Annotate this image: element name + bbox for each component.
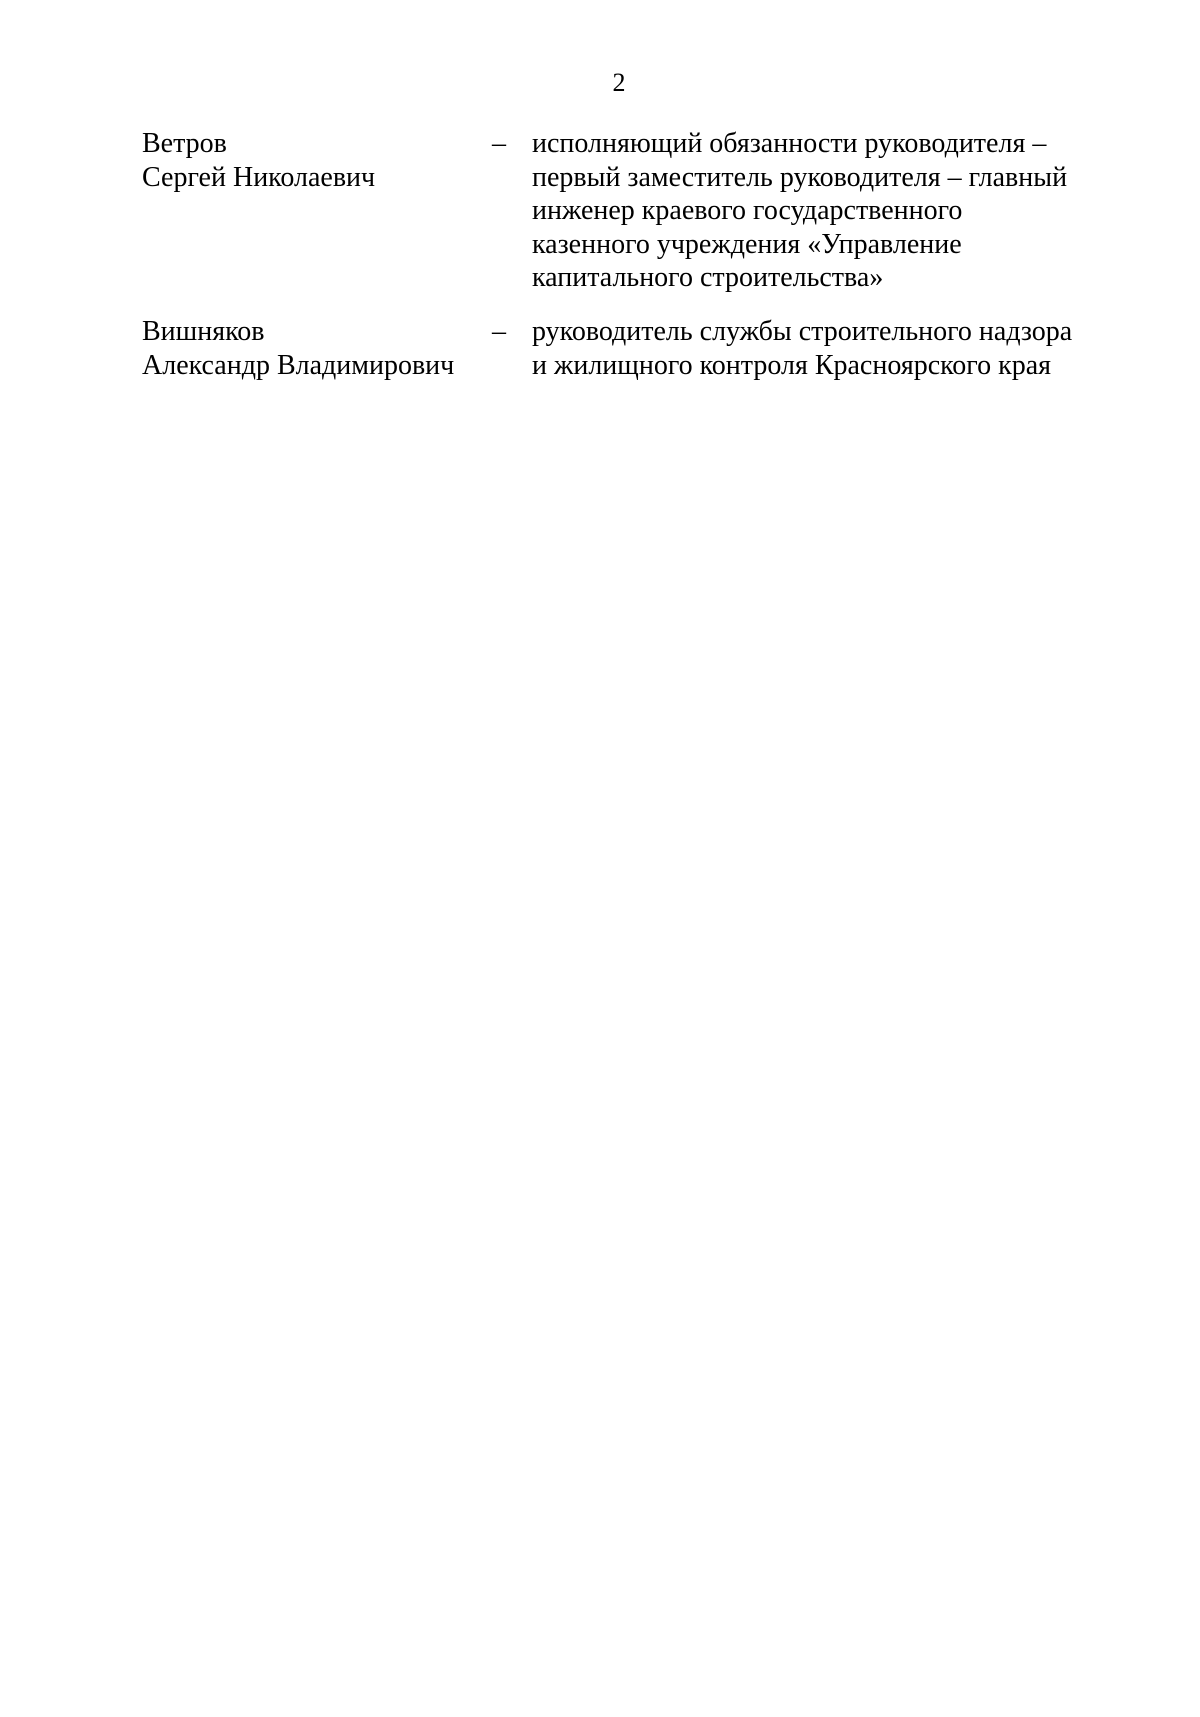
position-line: исполняющий обязанности руководителя –	[532, 128, 1047, 159]
position-line: казенного учреждения «Управление	[532, 228, 962, 260]
member-surname: Ветров	[142, 128, 227, 159]
position-line: первый заместитель руководителя – главный	[532, 161, 1068, 193]
position-line: инженер краевого государственного	[532, 195, 963, 226]
member-name	[142, 315, 482, 382]
member-given-names: Сергей Николаевич	[142, 161, 376, 193]
dash-separator: –	[492, 316, 506, 347]
member-given-names: Александр Владимирович	[142, 349, 455, 381]
member-position	[532, 127, 1112, 295]
member-surname: Вишняков	[142, 316, 265, 347]
position-line: и жилищного контроля Красноярского края	[532, 349, 1051, 381]
member-position	[532, 315, 1112, 382]
member-name	[142, 127, 482, 194]
position-line: капитального строительства»	[532, 262, 884, 293]
page-number: 2	[612, 68, 626, 97]
position-line: руководитель службы строительного надзора	[532, 316, 1073, 347]
dash-separator: –	[492, 128, 506, 159]
